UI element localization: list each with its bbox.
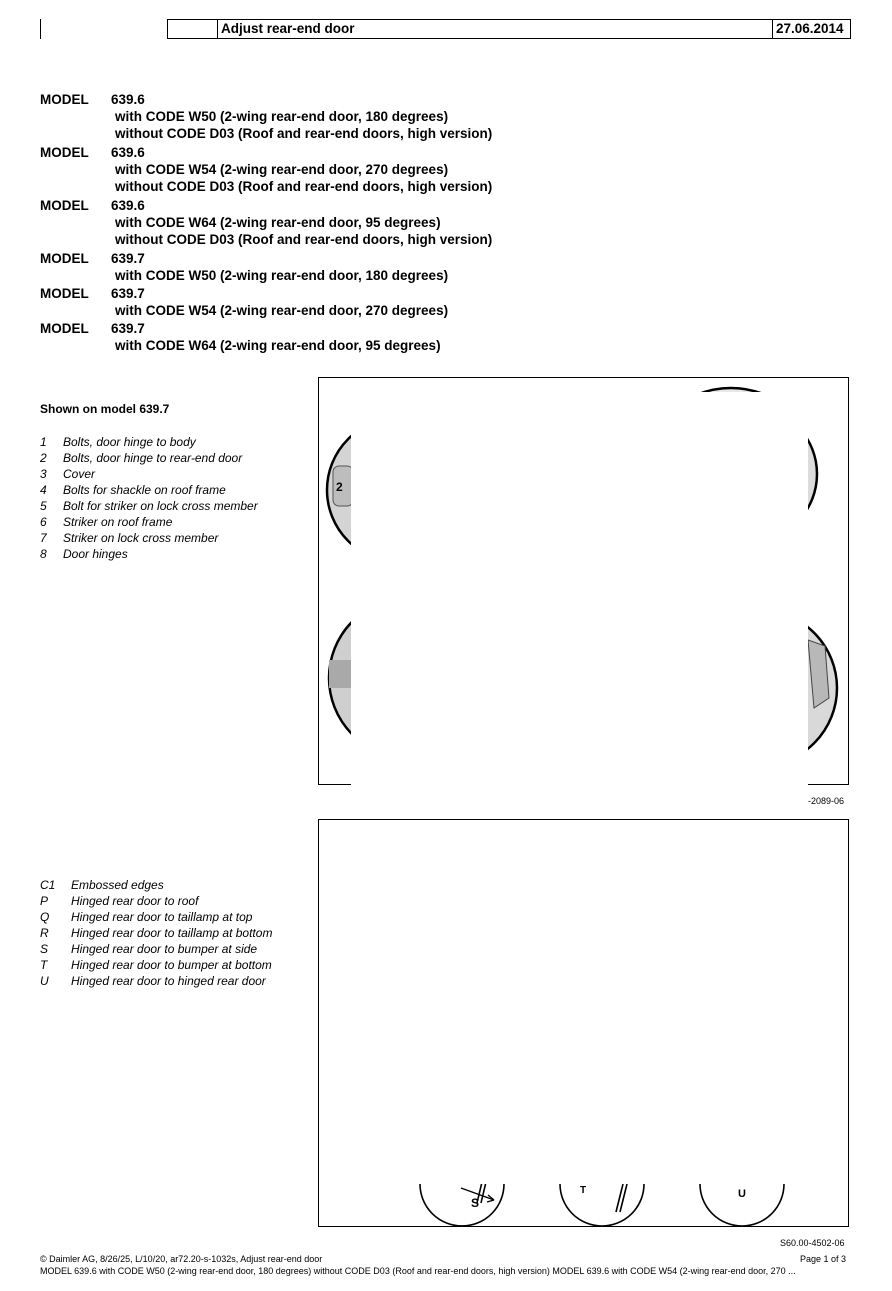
header-divider <box>217 20 218 38</box>
legend-item <box>40 941 310 957</box>
legend-text: Hinged rear door to roof <box>71 894 199 908</box>
legend-key: T <box>40 958 48 972</box>
legend-text: Hinged rear door to taillamp at bottom <box>71 926 273 940</box>
model-condition: with CODE W50 (2-wing rear-end door, 180 degrees) <box>115 109 449 124</box>
legend-key: C1 <box>40 878 56 892</box>
callout-number: 2 <box>336 480 343 494</box>
legend-item <box>40 893 310 909</box>
model-value: 639.6 <box>111 198 145 213</box>
header-left-rule <box>40 19 41 39</box>
model-condition: with CODE W50 (2-wing rear-end door, 180 degrees) <box>115 268 449 283</box>
legend-key: 2 <box>40 451 47 465</box>
legend-item <box>40 925 310 941</box>
legend-key: 1 <box>40 435 47 449</box>
legend-text: Hinged rear door to bumper at bottom <box>71 958 272 972</box>
legend-text: Bolts, door hinge to rear-end door <box>63 451 243 465</box>
legend-item <box>40 957 310 973</box>
figure1-legend <box>40 434 310 562</box>
legend-item <box>40 498 310 514</box>
legend-key: 4 <box>40 483 47 497</box>
legend-text: Bolts for shackle on roof frame <box>63 483 226 497</box>
model-label: MODEL <box>40 92 89 107</box>
legend-item <box>40 514 310 530</box>
callout-letter: S <box>471 1196 480 1210</box>
detail-circle-s <box>420 1182 504 1226</box>
model-label: MODEL <box>40 145 89 160</box>
legend-key: P <box>40 894 49 908</box>
legend-text: Bolts, door hinge to body <box>63 435 196 449</box>
page-number: Page 1 of 3 <box>800 1254 847 1264</box>
legend-text: Door hinges <box>63 547 128 561</box>
legend-text: Striker on lock cross member <box>63 531 219 545</box>
callout-letter: T <box>580 1185 587 1196</box>
legend-key: 7 <box>40 531 47 545</box>
legend-item <box>40 877 310 893</box>
header-divider <box>772 20 773 38</box>
legend-key: U <box>40 974 49 988</box>
footer-copyright: © Daimler AG, 8/26/25, L/10/20, ar72.20-s-1032s, Adjust rear-end door <box>40 1254 323 1264</box>
footer-summary: MODEL 639.6 with CODE W50 (2-wing rear-end door, 180 degrees) without CODE D03 (Roof and rear-end doors, high version) MODEL 639.6 with CODE W54 (2-wing rear-end door, 270 ... <box>40 1266 796 1276</box>
legend-item <box>40 482 310 498</box>
model-label: MODEL <box>40 286 89 301</box>
legend-key: S <box>40 942 49 956</box>
legend-text: Bolt for striker on lock cross member <box>63 499 258 513</box>
model-value: 639.7 <box>111 251 145 266</box>
page-title: Adjust rear-end door <box>221 21 355 36</box>
legend-text: Hinged rear door to hinged rear door <box>71 974 266 988</box>
model-condition: with CODE W64 (2-wing rear-end door, 95 degrees) <box>115 338 441 353</box>
figure-caption: Shown on model 639.7 <box>40 402 170 416</box>
legend-text: Embossed edges <box>71 878 164 892</box>
figure-id: S60.00-4502-06 <box>780 1238 845 1248</box>
model-label: MODEL <box>40 321 89 336</box>
model-condition: with CODE W54 (2-wing rear-end door, 270 degrees) <box>115 162 449 177</box>
legend-text: Cover <box>63 467 96 481</box>
legend-item <box>40 909 310 925</box>
legend-text: Hinged rear door to taillamp at top <box>71 910 253 924</box>
figure2-illustration <box>318 819 849 1227</box>
legend-key: Q <box>40 910 50 924</box>
legend-key: 6 <box>40 515 47 529</box>
model-label: MODEL <box>40 251 89 266</box>
legend-key: 3 <box>40 467 47 481</box>
model-condition: without CODE D03 (Roof and rear-end doors, high version) <box>115 126 493 141</box>
figure-blank-area <box>351 392 808 828</box>
legend-text: Striker on roof frame <box>63 515 173 529</box>
model-value: 639.7 <box>111 286 145 301</box>
callout-letter: U <box>738 1188 746 1200</box>
legend-item <box>40 466 310 482</box>
model-condition: with CODE W54 (2-wing rear-end door, 270 degrees) <box>115 303 449 318</box>
model-condition: without CODE D03 (Roof and rear-end doors, high version) <box>115 179 493 194</box>
legend-item <box>40 450 310 466</box>
document-date: 27.06.2014 <box>776 21 844 36</box>
legend-text: Hinged rear door to bumper at side <box>71 942 258 956</box>
model-condition: with CODE W64 (2-wing rear-end door, 95 degrees) <box>115 215 441 230</box>
legend-item <box>40 973 310 989</box>
model-label: MODEL <box>40 198 89 213</box>
figure-id: -2089-06 <box>808 796 845 806</box>
model-value: 639.6 <box>111 92 145 107</box>
legend-item <box>40 530 310 546</box>
legend-key: R <box>40 926 49 940</box>
figure2-drawing <box>319 820 849 1227</box>
model-value: 639.7 <box>111 321 145 336</box>
legend-item <box>40 546 310 562</box>
figure2-legend <box>40 877 310 989</box>
model-value: 639.6 <box>111 145 145 160</box>
legend-key: 8 <box>40 547 47 561</box>
model-condition: without CODE D03 (Roof and rear-end doors, high version) <box>115 232 493 247</box>
detail-circle-t <box>560 1184 644 1226</box>
legend-key: 5 <box>40 499 47 513</box>
legend-item <box>40 434 310 450</box>
